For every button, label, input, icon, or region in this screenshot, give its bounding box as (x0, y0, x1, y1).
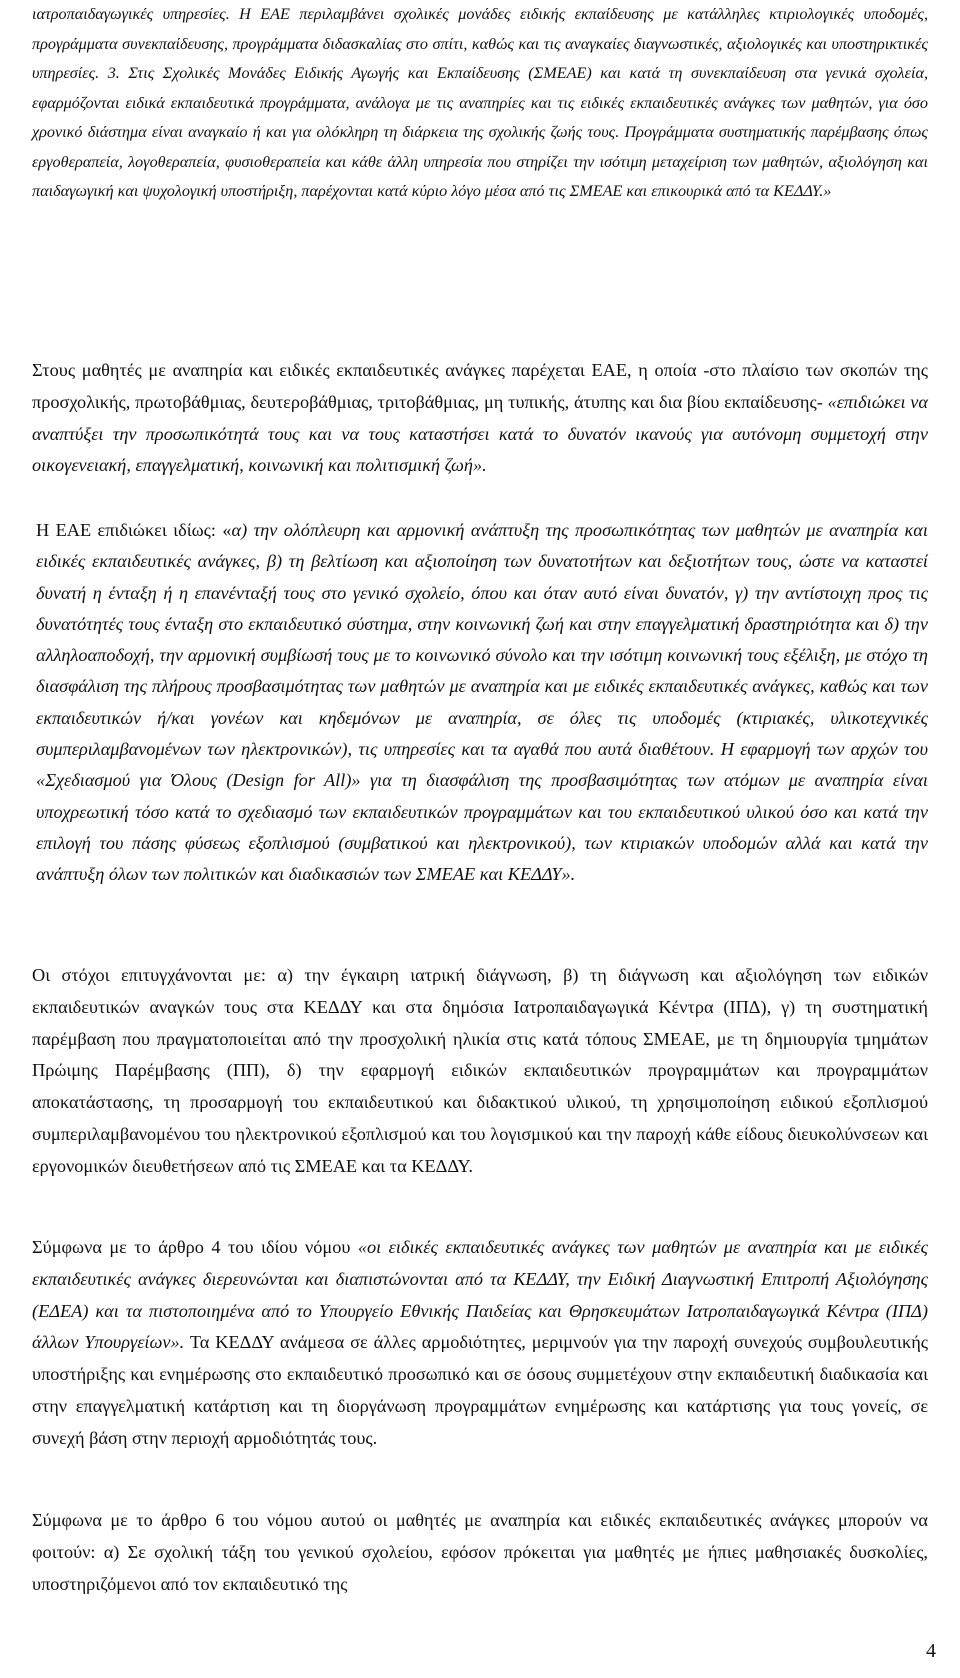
page-number: 4 (926, 1640, 936, 1662)
paragraph-quote: α) την ολόπλευρη και αρμονική ανάπτυξη της προσωπικότητας των μαθητών με αναπηρία και ειδικές εκπαιδευτικές ανάγκες, β) τη βελτίωση και αξιοποίηση των δυνατοτήτων και δεξιοτήτων τους, ώστε να καταστεί δυνατή η ένταξη ή η επανένταξή τους στο γενικό σχολείο, όπου και όταν αυτό είναι δυνατόν, γ) την αντίστοιχη προς τις δυνατότητές τους ένταξη στο εκπαιδευτικό σύστημα, στην κοινωνική ζωή και στην επαγγελματική δραστηριότητα και δ) την αλληλοαποδοχή, την αρμονική συμβίωσή τους με το κοινωνικό σύνολο και την ισότιμη κοινωνική τους εξέλιξη, με στόχο τη διασφάλιση της πλήρους προσβασιμότητας των μαθητών με αναπηρία και με ειδικές εκπαιδευτικές ανάγκες, καθώς και των εκπαιδευτικών ή/και γονέων και κηδεμόνων με αναπηρία, σε όλες τις υποδομές (κτιριακές, υλικοτεχνικές συμπεριλαμβανομένων των ηλεκτρονικών), τις υπηρεσίες και τα αγαθά που αυτά διαθέτουν. Η εφαρμογή των αρχών του «Σχεδιασμού για Όλους (Design for All)» για τη διασφάλιση της προσβασιμότητας των ατόμων με αναπηρία είναι υποχρεωτική τόσο κατά το σχεδιασμό των εκπαιδευτικών προγραμμάτων και του εκπαιδευτικού υλικού όσο και κατά την επιλογή του πάσης φύσεως εξοπλισμού (συμβατικού και ηλεκτρονικού), των κτιριακών υποδομών αλλά και κατά την ανάπτυξη όλων των πολιτικών και διαδικασιών των ΣΜΕΑΕ και ΚΕΔΔΥ». (36, 520, 928, 885)
paragraph-text: Η ΕΑΕ επιδιώκει ιδίως: « (36, 520, 232, 540)
paragraph-eae-purpose (32, 355, 928, 482)
paragraph-quote: «επιδιώκει να αναπτύξει την προσωπικότητά τους και να τους καταστήσει κατά το δυνατόν ικανούς για αυτόνομη συμμετοχή στην οικογενειακή, επαγγελματική, κοινωνική και πολιτισμική ζωή». (32, 391, 928, 476)
paragraph-text: Σύμφωνα με το άρθρο 6 του νόμου αυτού οι μαθητές με αναπηρία και ειδικές εκπαιδευτικές ανάγκες μπορούν να φοιτούν: α) Σε σχολική τάξη του γενικού σχολείου, εφόσον πρόκειται για μαθητές με ήπιες μαθησιακές δυσκολίες, υποστηριζόμενοι από τον εκπαιδευτικό της (32, 1510, 928, 1594)
paragraph-text: Οι στόχοι επιτυγχάνονται με: α) την έγκαιρη ιατρική διάγνωση, β) τη διάγνωση και αξιολόγηση των ειδικών εκπαιδευτικών αναγκών τους στα ΚΕΔΔΥ και στα δημόσια Ιατροπαιδαγωγικά Κέντρα (ΙΠΔ), γ) τη συστηματική παρέμβαση που πραγματοποιείται από την προσχολική ηλικία στις κατά τόπους ΣΜΕΑΕ, με τη δημιουργία τμημάτων Πρώιμης Παρέμβασης (ΠΠ), δ) την εφαρμογή ειδικών εκπαιδευτικών προγραμμάτων και προγραμμάτων αποκατάστασης, τη προσαρμογή του εκπαιδευτικού και διδακτικού υλικού, τη χρησιμοποίηση ειδικού εξοπλισμού συμπεριλαμβανομένου του ηλεκτρονικού εξοπλισμού και του λογισμικού και την παροχή κάθε είδους διευκολύνσεων και εργονομικών διευθετήσεων από τις ΣΜΕΑΕ και τα ΚΕΔΔΥ. (32, 965, 928, 1176)
paragraph-quote: «οι ειδικές εκπαιδευτικές ανάγκες των μαθητών με αναπηρία και με ειδικές εκπαιδευτικές ανάγκες διερευνώνται και διαπιστώνονται από τα ΚΕΔΔΥ, την Ειδική Διαγνωστική Επιτροπή Αξιολόγησης (ΕΔΕΑ) και τα πιστοποιημένα από το Υπουργείο Εθνικής Παιδείας και Θρησκευμάτων Ιατροπαιδαγωγικά Κέντρα (ΙΠΔ) άλλων Υπουργείων». (32, 1237, 928, 1353)
paragraph-text-continued: Τα ΚΕΔΔΥ ανάμεσα σε άλλες αρμοδιότητες, μεριμνούν για την παροχή συνεχούς συμβουλευτικής υποστήριξης και ενημέρωσης στο εκπαιδευτικό προσωπικό και σε όσους συμμετέχουν στην εκπαιδευτική διαδικασία και στην επαγγελματική κατάρτιση και τη διοργάνωση προγραμμάτων ενημέρωσης και κατάρτισης για τους γονείς, σε συνεχή βάση στην περιοχή αρμοδιότητάς τους. (32, 1332, 928, 1448)
paragraph-text: Σύμφωνα με το άρθρο 4 του ιδίου νόμου (32, 1237, 358, 1257)
paragraph-article-4 (32, 1232, 928, 1455)
paragraph-quoted-law-excerpt (32, 0, 928, 207)
paragraph-article-6 (32, 1505, 928, 1600)
paragraph-text: ιατροπαιδαγωγικές υπηρεσίες. Η ΕΑΕ περιλαμβάνει σχολικές μονάδες ειδικής εκπαίδευσης με κατάλληλες κτιριολογικές υποδομές, προγράμματα συνεκπαίδευσης, προγράμματα διδασκαλίας στο σπίτι, καθώς και τις αναγκαίες διαγνωστικές, αξιολογικές και υποστηρικτικές υπηρεσίες. 3. Στις Σχολικές Μονάδες Ειδικής Αγωγής και Εκπαίδευσης (ΣΜΕΑΕ) και κατά τη συνεκπαίδευση στα γενικά σχολεία, εφαρμόζονται ειδικά εκπαιδευτικά προγράμματα, ανάλογα με τις αναπηρίες και τις ειδικές εκπαιδευτικές ανάγκες των μαθητών, για όσο χρονικό διάστημα είναι αναγκαίο ή και για ολόκληρη τη διάρκεια της σχολικής ζωής τους. Προγράμματα συστηματικής παρέμβασης όπως εργοθεραπεία, λογοθεραπεία, φυσιοθεραπεία και κάθε άλλη υπηρεσία που στηρίζει την ισότιμη μεταχείριση των μαθητών, αξιολόγηση και παιδαγωγική και ψυχολογική υποστήριξη, παρέχονται κατά κύριο λόγο μέσα από τις ΣΜΕΑΕ και επικουρικά από τα ΚΕΔΔΥ.» (32, 5, 928, 200)
paragraph-text: Στους μαθητές με αναπηρία και ειδικές εκπαιδευτικές ανάγκες παρέχεται ΕΑΕ, η οποία -στο πλαίσιο των σκοπών της προσχολικής, πρωτοβάθμιας, δευτεροβάθμιας, τριτοβάθμιας, μη τυπικής, άτυπης και δια βίου εκπαίδευσης- (32, 360, 928, 412)
paragraph-goals-achieved (32, 960, 928, 1183)
paragraph-eae-goals (32, 515, 928, 891)
